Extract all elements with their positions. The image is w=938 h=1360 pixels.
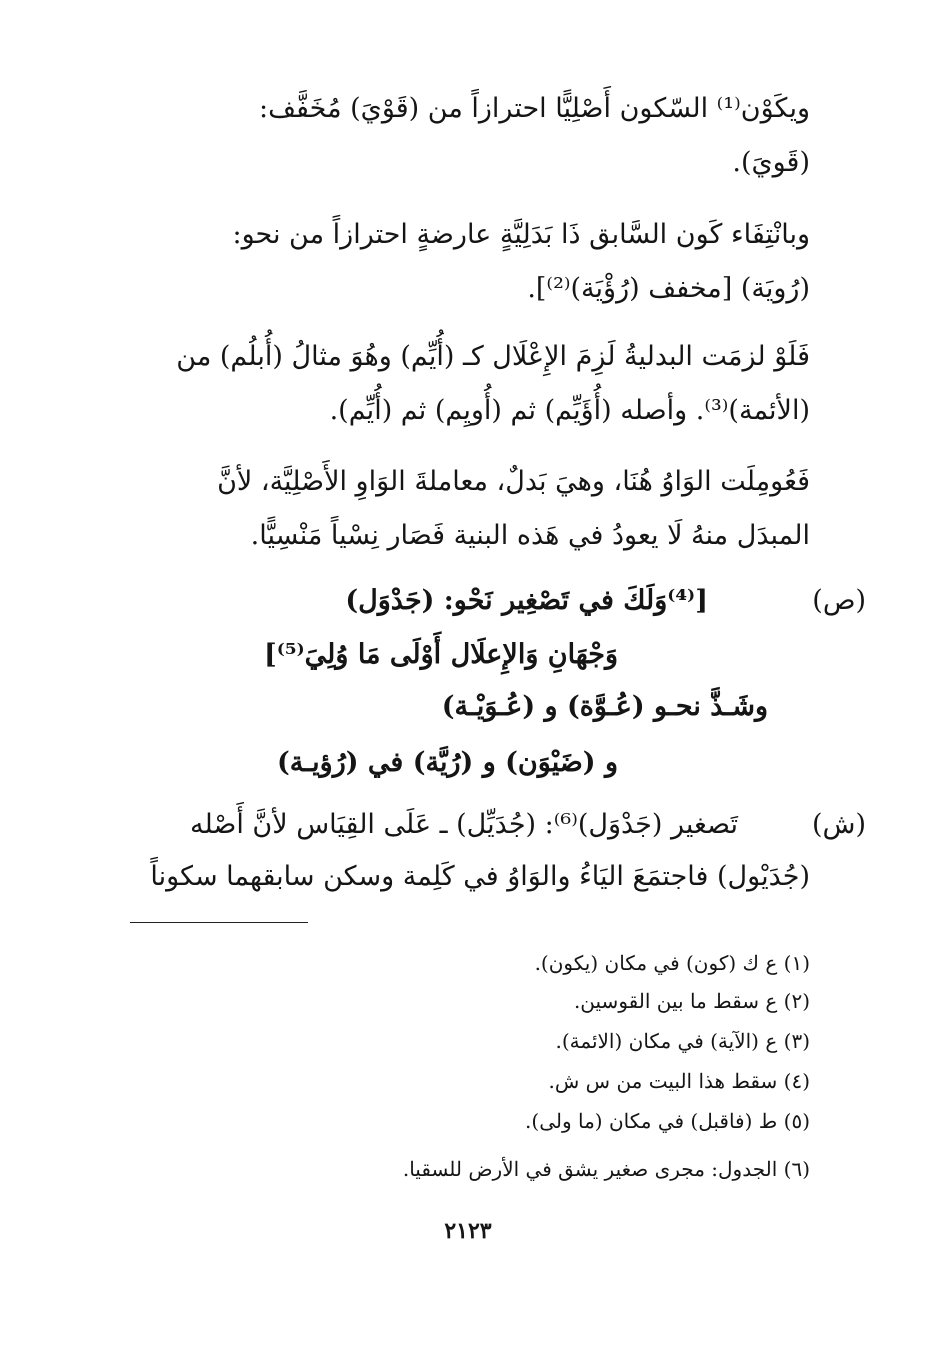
verse-line: [⁽⁴⁾وَلَكَ في تَصْغِير نَحْو: (جَدْوَل): [345, 585, 708, 616]
paragraph-line: (قَويَ).: [732, 147, 810, 178]
footnote-1: (١) ع ك (كون) في مكان (يكون).: [534, 951, 810, 975]
verse-line: وَجْهَانِ وَالإِعلَال أَوْلَى مَا وُلِيَ⁽⁵⁾]: [263, 639, 618, 670]
paragraph-line: (الأئمة)⁽³⁾. وأصله (أُؤَيِّم) ثم (أُويِم) ثم (أُيِّم).: [329, 395, 810, 426]
page-number: ٢١٢٣: [444, 1218, 492, 1244]
verse-line: و (ضَيْوَن) و (رُيَّة) في (رُؤيـة): [277, 747, 618, 778]
paragraph-4: [130, 455, 810, 563]
commentary-line-2: [130, 850, 810, 904]
footnote-6: (٦) الجدول: مجرى صغير يشق في الأرض للسقيا.: [402, 1157, 810, 1181]
footnote-5: (٥) ط (فاقبل) في مكان (ما ولى).: [525, 1109, 810, 1133]
paragraph-line: وبانْتِفَاء كَون السَّابق ذَا بَدَلِيَّةٍ عارضةٍ احترازاً من نحو:: [232, 219, 810, 250]
paragraph-line: (رُويَة) [مخفف (رُؤْيَة)⁽²⁾].: [527, 273, 810, 304]
commentary-line-1: [130, 798, 738, 852]
paragraph-3: [130, 330, 810, 438]
footnote-3: (٣) ع (الآية) في مكان (الائمة).: [555, 1029, 810, 1053]
commentary-label: (ش): [811, 809, 866, 840]
footnote-4: (٤) سقط هذا البيت من س ش.: [548, 1069, 810, 1093]
verse-line: وشَـذَّ نحـو (عُـوَّة) و (عُـوَيْـة): [441, 691, 768, 722]
footnote-divider: [130, 922, 308, 923]
paragraph-line: (جُدَيْول) فاجتمَعَ اليَاءُ والوَاوُ في كَلِمة وسكن سابقهما سكوناً: [150, 861, 810, 892]
paragraph-line: تَصغير (جَدْوَل)⁽⁶⁾: (جُدَيِّل) ـ عَلَى القِيَاس لأنَّ أَصْله: [189, 809, 738, 840]
paragraph-line: المبدَل منهُ لَا يعودُ في هَذه البنية فَصَار نِسْياً مَنْسِيًّا.: [250, 520, 810, 551]
paragraph-line: فَعُومِلَت الوَاوُ هُنَا، وهيَ بَدلٌ، معاملةَ الوَاوِ الأَصْلِيَّة، لأنَّ: [217, 466, 810, 497]
paragraph-1: [130, 82, 810, 190]
footnote-2: (٢) ع سقط ما بين القوسين.: [573, 989, 810, 1013]
verse-label: (ص): [812, 585, 866, 616]
paragraph-2: [130, 208, 810, 316]
paragraph-line: ويكَوْن⁽¹⁾ السّكون أَصْلِيًّا احترازاً من (قَوْيَ) مُخَفَّف:: [258, 93, 810, 124]
paragraph-line: فَلَوْ لزمَت البدليةُ لَزِمَ الإِعْلَال كـ (أُيِّم) وهُوَ مثالُ (أُبلُم) من: [176, 341, 810, 372]
